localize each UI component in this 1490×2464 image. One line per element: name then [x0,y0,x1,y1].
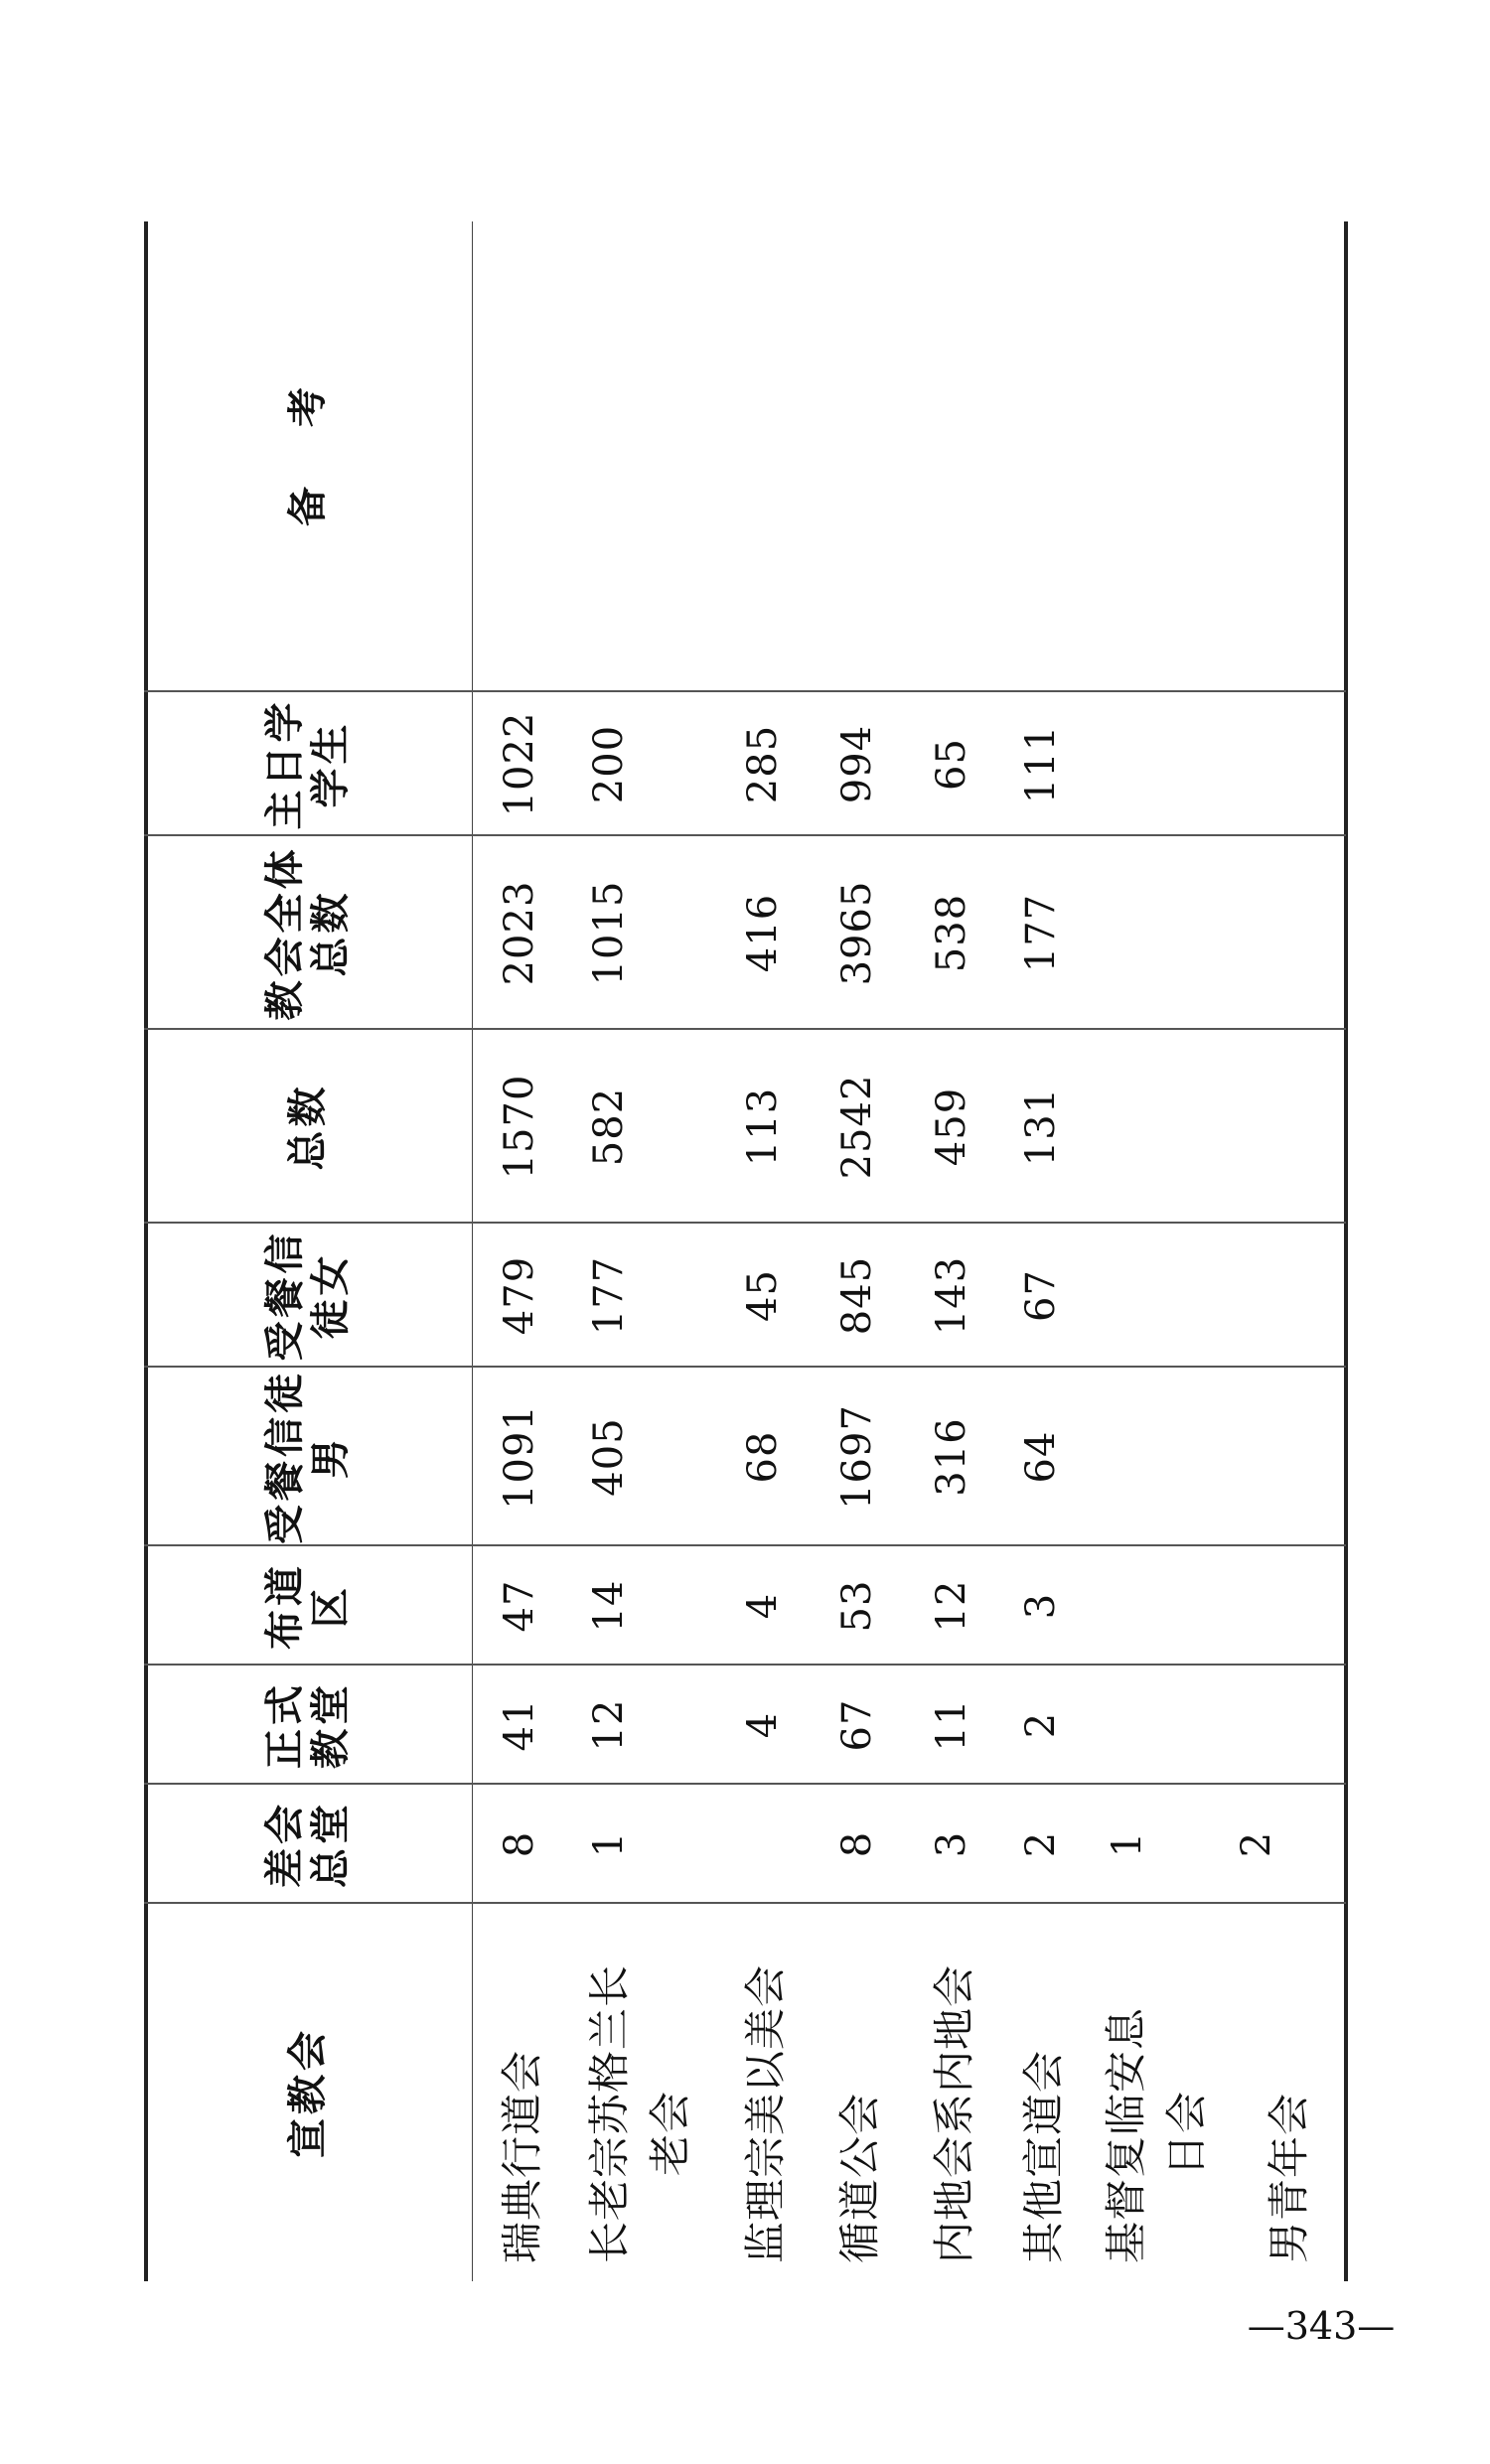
cell-preaching-points: 3 [1017,1592,1064,1620]
cell-remarks [810,221,904,692]
cell-main-stations: 1 [1105,1830,1150,1858]
cell-sunday-school: 285 [739,724,786,804]
cell-churches: 67 [833,1698,880,1752]
cell-preaching-points [1202,1546,1311,1666]
cell-churches: 4 [739,1711,786,1739]
row-name-line1: 基督复临安息 [1102,2006,1151,2263]
cell-churches: 2 [1017,1711,1064,1739]
row-name-line2: 日会 [1162,2090,1211,2176]
row-name-line1: 长老宗苏格兰长 [585,1963,635,2263]
row-name-line1: 内地会系内地会 [929,1963,978,2263]
table-row-name [998,1904,1083,2281]
cell-remarks [472,221,566,692]
cell-remarks [566,221,651,692]
cell-main-stations: 1 [585,1830,632,1858]
cell-male-communicants: 68 [739,1430,786,1484]
cell-remarks [1083,221,1172,692]
cell-total-communicants: 1570 [496,1074,542,1180]
cell-total-communicants: 459 [928,1087,974,1167]
cell-sunday-school [1083,692,1172,836]
cell-remarks [715,221,810,692]
cell-main-stations: 3 [928,1830,974,1858]
table-row-name [1083,1904,1232,2281]
table-bottom-rule [1344,221,1348,2281]
row-name-line1: 监理宗美以美会 [740,1963,790,2263]
cell-total-communicants: 582 [585,1087,632,1167]
cell-main-stations: 8 [833,1830,880,1858]
cell-sunday-school: 1022 [496,711,542,817]
cell-main-stations [715,1785,810,1904]
cell-total-adherents [1083,836,1172,1030]
cell-remarks [904,221,998,692]
cell-female-communicants: 45 [739,1269,786,1322]
header-total-communicants: 总数 [285,1083,331,1171]
cell-male-communicants: 316 [928,1417,974,1497]
cell-total-communicants [1202,1030,1311,1224]
row-name-line1: 瑞典行道会 [497,2049,546,2263]
page-number: —343— [1247,2304,1396,2348]
cell-total-communicants: 113 [739,1087,786,1167]
cell-female-communicants: 143 [928,1255,974,1336]
header-mission: 宣教会 [285,2027,331,2158]
header-female-communicants: 受餐信徒女 [262,1230,354,1362]
table-row-name [810,1904,904,2281]
cell-churches: 41 [496,1698,542,1752]
cell-total-adherents: 416 [739,893,786,973]
table-row-name [1232,1904,1341,2281]
cell-main-stations: 8 [496,1830,542,1858]
cell-preaching-points [1083,1546,1172,1666]
cell-total-adherents: 177 [1017,893,1064,973]
row-name-line1: 循道公会 [834,2092,884,2263]
cell-preaching-points: 14 [585,1579,632,1633]
cell-churches: 11 [928,1698,974,1752]
cell-total-adherents: 1015 [585,880,632,986]
cell-male-communicants: 64 [1017,1430,1064,1484]
cell-male-communicants: 405 [585,1417,632,1497]
cell-remarks [1202,221,1311,692]
header-remarks: 备考 [285,328,331,526]
cell-main-stations: 2 [1234,1830,1279,1858]
cell-churches: 12 [585,1698,632,1752]
cell-remarks [998,221,1083,692]
cell-male-communicants [1202,1368,1311,1546]
header-sunday-school: 主日学学生 [262,698,354,830]
cell-total-adherents: 3965 [833,880,880,986]
header-male-communicants: 受餐信徒男 [262,1370,354,1544]
cell-total-adherents: 2023 [496,880,542,986]
cell-sunday-school [1202,692,1311,836]
cell-sunday-school: 200 [585,724,632,804]
cell-preaching-points: 12 [928,1579,974,1633]
cell-female-communicants [1083,1224,1172,1368]
cell-churches [1202,1666,1311,1785]
cell-preaching-points: 47 [496,1579,542,1633]
row-name-line2: 老会 [646,2090,694,2176]
cell-total-adherents [1202,836,1311,1030]
cell-main-stations: 2 [1017,1830,1064,1858]
row-name-line1: 其他宣道会 [1018,2049,1068,2263]
cell-female-communicants: 479 [496,1255,542,1336]
cell-total-communicants: 131 [1017,1087,1064,1167]
header-main-stations: 差会总堂 [262,1801,354,1888]
cell-sunday-school: 111 [1017,724,1064,804]
rotated-table [144,221,1346,2281]
cell-female-communicants: 67 [1017,1269,1064,1322]
table-row-name [904,1904,998,2281]
header-churches: 正式教堂 [262,1681,354,1769]
header-preaching-points: 布道区 [262,1562,354,1650]
cell-total-adherents: 538 [928,893,974,973]
cell-male-communicants: 1697 [833,1404,880,1510]
table-row-name [566,1904,715,2281]
cell-female-communicants [1202,1224,1311,1368]
cell-male-communicants: 1091 [496,1404,542,1510]
cell-female-communicants: 845 [833,1255,880,1336]
cell-total-communicants: 2542 [833,1074,880,1180]
cell-sunday-school: 994 [833,724,880,804]
cell-churches [1083,1666,1172,1785]
cell-preaching-points: 53 [833,1579,880,1633]
cell-preaching-points: 4 [739,1592,786,1620]
cell-sunday-school: 65 [928,738,974,791]
cell-male-communicants [1083,1368,1172,1546]
header-total-adherents: 教会全体总数 [262,845,354,1021]
table-row-name [472,1904,566,2281]
cell-total-communicants [1083,1030,1172,1224]
table-row-name [715,1904,810,2281]
row-name-line1: 男青年会 [1265,2092,1313,2263]
cell-female-communicants: 177 [585,1255,632,1336]
